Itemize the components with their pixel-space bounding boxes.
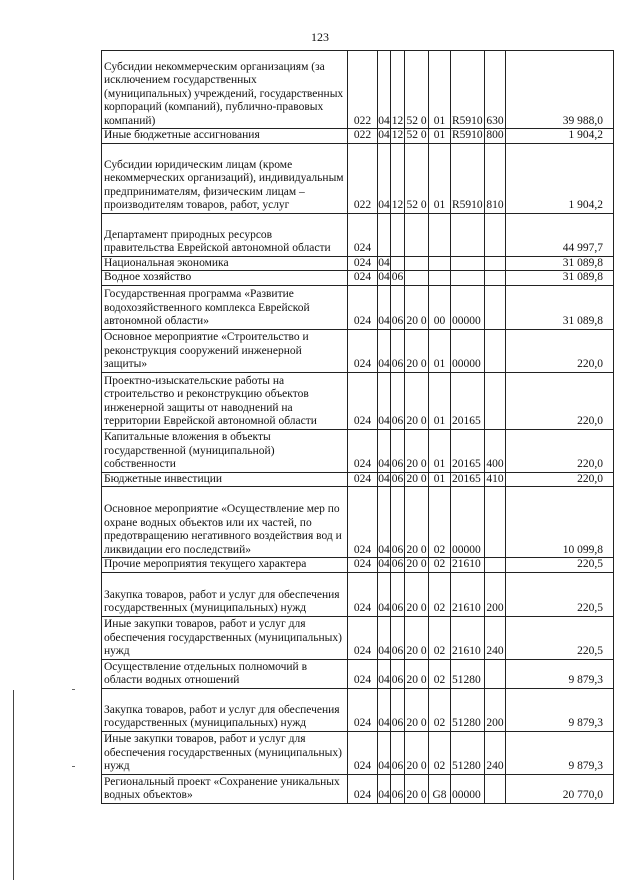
section-cell xyxy=(378,213,391,256)
target-article-cell: 51280 xyxy=(451,731,485,774)
amount-cell: 220,5 xyxy=(506,616,614,659)
expense-type-cell: 800 xyxy=(486,129,504,141)
target-article-cell: 20165 xyxy=(451,429,485,472)
amount-cell: 31 089,8 xyxy=(506,285,614,329)
target-article-cell: 20165 xyxy=(451,472,485,487)
program-cell: 20 0 xyxy=(405,616,429,659)
target-article-cell: 21610 xyxy=(451,558,485,573)
subsection-cell: 06 xyxy=(391,558,404,570)
section-cell: 04 xyxy=(378,472,390,485)
section-cell: 04 xyxy=(378,271,390,283)
target-article-cell: 00000 xyxy=(451,285,485,329)
section-cell: 04 xyxy=(378,285,391,329)
program-cell xyxy=(405,256,429,271)
target-article-cell: 51280 xyxy=(451,659,485,688)
section-cell: 04 xyxy=(378,256,390,269)
amount-cell: 1 904,2 xyxy=(506,143,614,213)
subprogram-cell: 01 xyxy=(429,51,451,129)
subprogram-cell xyxy=(429,213,451,256)
amount-cell: 220,0 xyxy=(506,429,614,472)
amount-cell: 10 099,8 xyxy=(506,487,614,558)
expense-type-cell: 240 xyxy=(485,731,506,774)
subprogram-cell: 02 xyxy=(429,731,451,774)
row-name-cell: Субсидии юридическим лицам (кроме некоммерческих организаций), индивидуальным предпринимателям, физическим лицам – производителям товаров, работ, услуг xyxy=(102,143,348,213)
amount-cell: 220,5 xyxy=(506,572,614,616)
expense-type-cell xyxy=(485,285,506,329)
subprogram-cell: 01 xyxy=(429,429,451,472)
section-cell: 04 xyxy=(378,129,390,141)
section-cell: 04 xyxy=(378,572,391,616)
row-name-cell: Основное мероприятие «Строительство и реконструкция сооружений инженерной защиты» xyxy=(102,329,348,372)
table-row xyxy=(102,429,614,472)
target-article-cell xyxy=(451,213,485,256)
table-row xyxy=(102,329,614,372)
row-name-cell: Закупка товаров, работ и услуг для обеспечения государственных (муниципальных) нужд xyxy=(102,688,348,731)
subsection-cell xyxy=(391,213,405,256)
program-cell: 20 0 xyxy=(405,329,429,372)
table-row xyxy=(102,659,614,688)
section-cell: 04 xyxy=(378,429,391,472)
section-cell: 04 xyxy=(378,616,391,659)
table-row xyxy=(102,129,614,144)
table-row xyxy=(102,774,614,803)
code-cell: 024 xyxy=(348,558,378,573)
program-cell xyxy=(405,271,429,286)
subsection-cell: 12 xyxy=(391,51,405,129)
amount-cell: 220,5 xyxy=(506,558,614,573)
code-cell: 024 xyxy=(348,774,378,803)
section-cell: 04 xyxy=(378,688,391,731)
program-cell: 52 0 xyxy=(405,143,429,213)
expense-type-cell: 240 xyxy=(485,616,506,659)
subsection-cell: 06 xyxy=(391,329,405,372)
program-cell: 20 0 xyxy=(405,731,429,774)
amount-cell: 31 089,8 xyxy=(506,256,614,271)
subprogram-cell: 01 xyxy=(429,143,451,213)
program-cell: 20 0 xyxy=(405,774,429,803)
row-name-cell: Проектно-изыскательские работы на строительство и реконструкцию объектов инженерной защиты от наводнений на территории Еврейской автономной области xyxy=(102,372,348,429)
table-row xyxy=(102,372,614,429)
margin-line xyxy=(13,690,14,880)
subsection-cell: 06 xyxy=(391,271,404,283)
subprogram-cell: 02 xyxy=(429,688,451,731)
row-name-cell: Прочие мероприятия текущего характера xyxy=(102,558,348,573)
table-row xyxy=(102,572,614,616)
expense-type-cell: 810 xyxy=(485,143,506,213)
expense-type-cell: 200 xyxy=(485,688,506,731)
row-name-cell: Иные бюджетные ассигнования xyxy=(102,129,348,144)
amount-cell: 9 879,3 xyxy=(506,659,614,688)
expense-type-cell xyxy=(485,558,506,573)
row-name-cell: Осуществление отдельных полномочий в области водных отношений xyxy=(102,659,348,688)
program-cell: 20 0 xyxy=(405,572,429,616)
subsection-cell: 06 xyxy=(391,774,405,803)
subsection-cell: 06 xyxy=(391,731,405,774)
code-cell: 024 xyxy=(348,731,378,774)
expense-type-cell xyxy=(485,487,506,558)
subsection-cell: 06 xyxy=(391,472,404,485)
target-article-cell xyxy=(451,271,485,286)
amount-cell: 20 770,0 xyxy=(506,774,614,803)
program-cell: 20 0 xyxy=(406,558,427,570)
expense-type-cell xyxy=(485,213,506,256)
subprogram-cell: 01 xyxy=(429,129,451,144)
page-number: 123 xyxy=(311,30,329,44)
row-name-cell: Национальная экономика xyxy=(102,256,348,271)
section-cell: 04 xyxy=(378,372,391,429)
row-name-cell: Капитальные вложения в объекты государственной (муниципальной) собственности xyxy=(102,429,348,472)
subsection-cell: 06 xyxy=(391,285,405,329)
code-cell: 024 xyxy=(348,271,378,286)
code-cell: 022 xyxy=(348,143,378,213)
row-name-cell: Субсидии некоммерческим организациям (за исключением государственных (муниципальных) учреждений, государственных корпораций (компаний), публично-правовых компаний) xyxy=(102,51,348,129)
code-cell: 024 xyxy=(348,688,378,731)
expense-type-cell: 630 xyxy=(485,51,506,129)
subprogram-cell xyxy=(429,271,451,286)
expense-type-cell xyxy=(485,372,506,429)
budget-table xyxy=(101,50,614,804)
subprogram-cell: 02 xyxy=(429,616,451,659)
code-cell: 024 xyxy=(348,329,378,372)
program-cell: 20 0 xyxy=(405,487,429,558)
table-row xyxy=(102,616,614,659)
subsection-cell: 06 xyxy=(391,659,405,688)
amount-cell: 220,0 xyxy=(506,372,614,429)
subsection-cell: 06 xyxy=(391,688,405,731)
code-cell: 024 xyxy=(348,372,378,429)
target-article-cell: 51280 xyxy=(451,688,485,731)
subsection-cell: 06 xyxy=(391,487,405,558)
row-name-cell: Департамент природных ресурсов правительства Еврейской автономной области xyxy=(102,213,348,256)
table-row xyxy=(102,285,614,329)
program-cell: 20 0 xyxy=(406,472,427,485)
row-name-cell: Водное хозяйство xyxy=(102,271,348,286)
amount-cell: 220,0 xyxy=(506,329,614,372)
section-cell: 04 xyxy=(378,659,391,688)
subprogram-cell: G8 xyxy=(429,774,451,803)
table-row xyxy=(102,688,614,731)
subprogram-cell: 00 xyxy=(429,285,451,329)
code-cell: 024 xyxy=(348,285,378,329)
target-article-cell: 00000 xyxy=(451,329,485,372)
target-article-cell: R5910 xyxy=(452,129,483,141)
margin-dot xyxy=(72,689,75,690)
subsection-cell: 06 xyxy=(391,429,405,472)
expense-type-cell xyxy=(485,659,506,688)
target-article-cell xyxy=(451,256,485,271)
row-name-cell: Закупка товаров, работ и услуг для обеспечения государственных (муниципальных) нужд xyxy=(102,572,348,616)
program-cell: 20 0 xyxy=(405,285,429,329)
target-article-cell: 21610 xyxy=(451,616,485,659)
section-cell: 04 xyxy=(378,329,391,372)
row-name-cell: Основное мероприятие «Осуществление мер по охране водных объектов или их частей, по предотвращению негативного воздействия вод и ликвидации его последствий» xyxy=(102,487,348,558)
code-cell: 022 xyxy=(348,51,378,129)
amount-cell: 9 879,3 xyxy=(506,688,614,731)
amount-cell: 44 997,7 xyxy=(506,213,614,256)
code-cell: 022 xyxy=(348,129,378,144)
table-row xyxy=(102,256,614,271)
amount-cell: 31 089,8 xyxy=(506,271,614,286)
table-row xyxy=(102,487,614,558)
code-cell: 024 xyxy=(348,659,378,688)
section-cell: 04 xyxy=(378,143,391,213)
subprogram-cell xyxy=(429,256,451,271)
program-cell: 20 0 xyxy=(405,372,429,429)
subsection-cell: 06 xyxy=(391,372,405,429)
program-cell: 20 0 xyxy=(405,429,429,472)
subsection-cell: 06 xyxy=(391,616,405,659)
table-row xyxy=(102,731,614,774)
program-cell: 20 0 xyxy=(405,659,429,688)
table-row xyxy=(102,213,614,256)
row-name-cell: Иные закупки товаров, работ и услуг для обеспечения государственных (муниципальных) нужд xyxy=(102,616,348,659)
table-body xyxy=(102,51,614,804)
subsection-cell: 06 xyxy=(391,572,405,616)
subsection-cell: 12 xyxy=(391,143,405,213)
program-cell: 20 0 xyxy=(405,688,429,731)
expense-type-cell xyxy=(485,774,506,803)
expense-type-cell: 200 xyxy=(485,572,506,616)
program-cell xyxy=(405,213,429,256)
amount-cell: 1 904,2 xyxy=(506,129,614,144)
table-row xyxy=(102,51,614,129)
program-cell: 52 0 xyxy=(406,129,427,141)
table-row xyxy=(102,143,614,213)
expense-type-cell: 410 xyxy=(486,472,504,485)
subsection-cell xyxy=(391,256,405,271)
row-name-cell: Бюджетные инвестиции xyxy=(102,472,348,487)
table-row xyxy=(102,558,614,573)
margin-dot xyxy=(72,766,75,767)
target-article-cell: 00000 xyxy=(451,774,485,803)
section-cell: 04 xyxy=(378,731,391,774)
subprogram-cell: 01 xyxy=(429,329,451,372)
section-cell: 04 xyxy=(378,774,391,803)
subprogram-cell: 02 xyxy=(429,487,451,558)
code-cell: 024 xyxy=(348,429,378,472)
expense-type-cell xyxy=(485,271,506,286)
expense-type-cell: 400 xyxy=(485,429,506,472)
target-article-cell: 20165 xyxy=(451,372,485,429)
target-article-cell: R5910 xyxy=(451,51,485,129)
program-cell: 52 0 xyxy=(405,51,429,129)
row-name-cell: Государственная программа «Развитие водохозяйственного комплекса Еврейской автономной области» xyxy=(102,285,348,329)
amount-cell: 39 988,0 xyxy=(506,51,614,129)
subprogram-cell: 01 xyxy=(429,372,451,429)
code-cell: 024 xyxy=(348,256,378,271)
section-cell: 04 xyxy=(378,558,390,570)
section-cell: 04 xyxy=(378,51,391,129)
subprogram-cell: 02 xyxy=(429,558,451,573)
target-article-cell: 21610 xyxy=(451,572,485,616)
target-article-cell: 00000 xyxy=(451,487,485,558)
code-cell: 024 xyxy=(348,472,378,487)
row-name-cell: Региональный проект «Сохранение уникальных водных объектов» xyxy=(102,774,348,803)
code-cell: 024 xyxy=(348,616,378,659)
code-cell: 024 xyxy=(348,213,378,256)
subprogram-cell: 02 xyxy=(429,659,451,688)
section-cell: 04 xyxy=(378,487,391,558)
expense-type-cell xyxy=(485,256,506,271)
subprogram-cell: 02 xyxy=(429,572,451,616)
amount-cell: 220,0 xyxy=(506,472,614,487)
table-row xyxy=(102,472,614,487)
table-row xyxy=(102,271,614,286)
expense-type-cell xyxy=(485,329,506,372)
subprogram-cell: 01 xyxy=(429,472,451,487)
amount-cell: 9 879,3 xyxy=(506,731,614,774)
target-article-cell: R5910 xyxy=(451,143,485,213)
subsection-cell: 12 xyxy=(391,129,404,141)
code-cell: 024 xyxy=(348,487,378,558)
row-name-cell: Иные закупки товаров, работ и услуг для обеспечения государственных (муниципальных) нужд xyxy=(102,731,348,774)
code-cell: 024 xyxy=(348,572,378,616)
